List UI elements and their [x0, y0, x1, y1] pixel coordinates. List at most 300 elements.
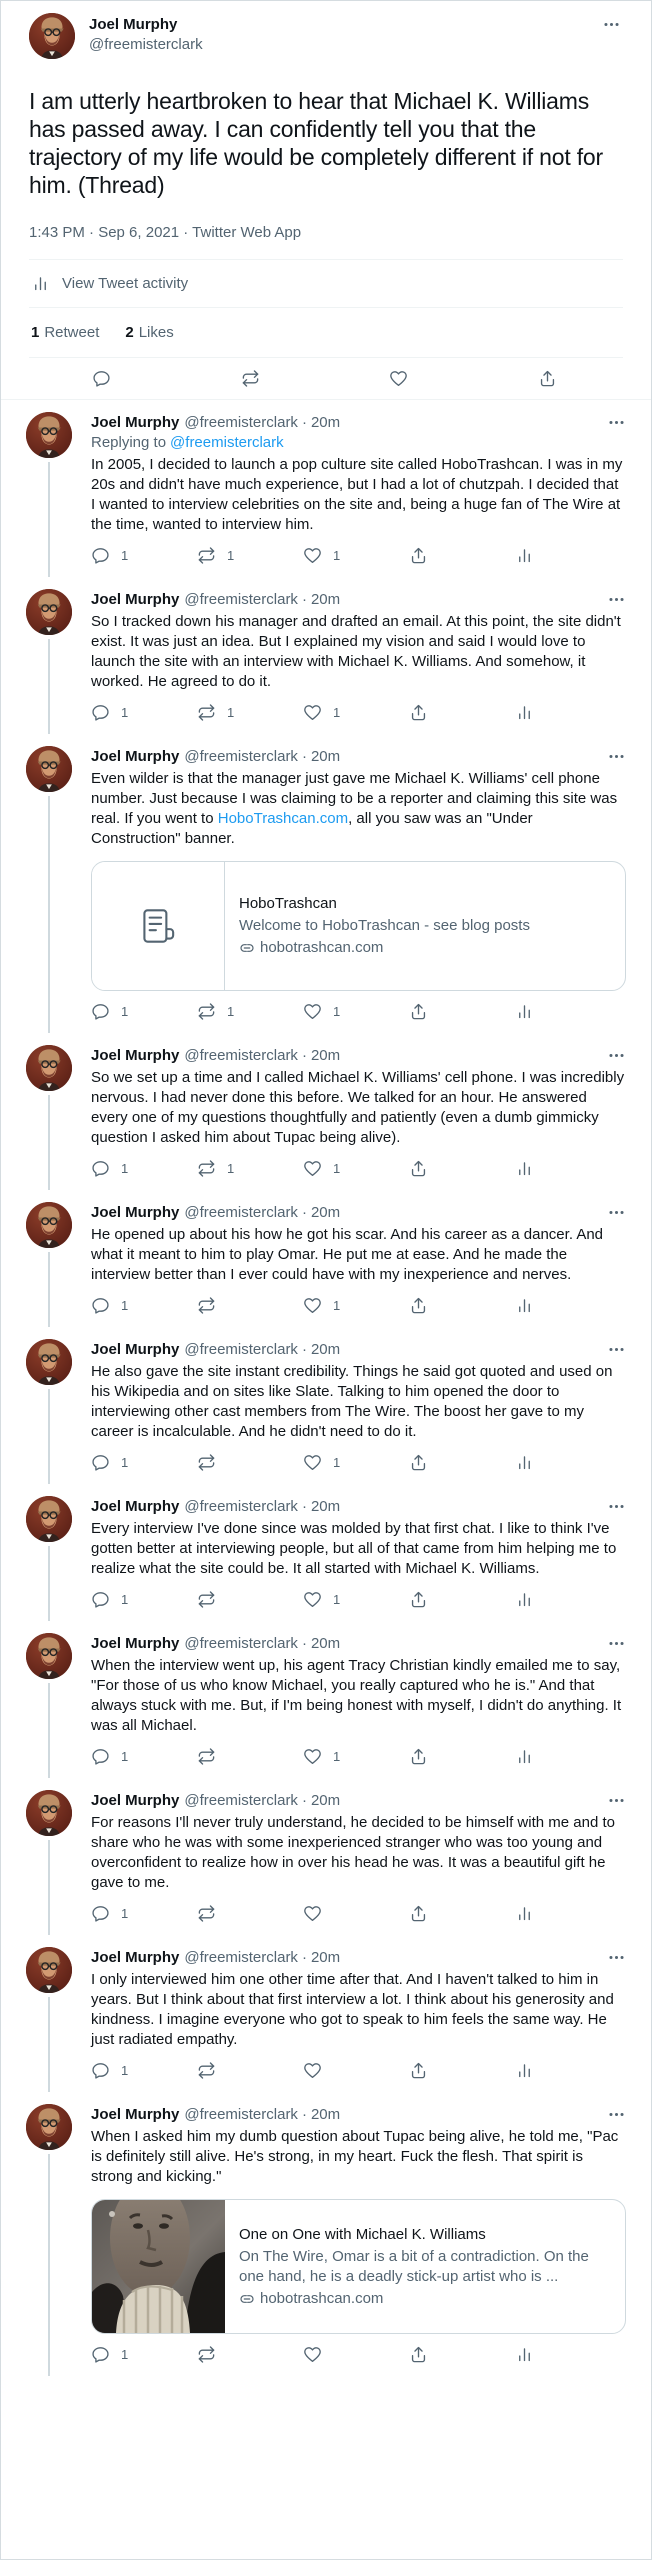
reply-button[interactable] [91, 1002, 197, 1021]
tweet-stats [29, 308, 623, 357]
retweet-button[interactable] [241, 369, 263, 388]
reply-tweet [1, 1033, 651, 1190]
cartoon-man-avatar-illustration [26, 589, 72, 635]
author-avatar[interactable] [26, 1202, 72, 1248]
main-tweet [1, 1, 651, 399]
share-button[interactable] [409, 1747, 515, 1766]
like-button[interactable] [303, 1904, 409, 1923]
reply-action-bar [91, 2061, 626, 2092]
tweet-age: 20m [310, 2106, 341, 2123]
tweet-text [91, 612, 626, 692]
share-icon [409, 1904, 428, 1923]
analytics-button[interactable] [515, 546, 534, 565]
retweet-button[interactable] [197, 1904, 303, 1923]
share-button[interactable] [409, 1904, 515, 1923]
share-button[interactable] [409, 2345, 515, 2364]
tweet-text [91, 1362, 626, 1442]
like-stat[interactable] [125, 324, 173, 341]
reply-header [91, 1340, 626, 1360]
reply-tweet [1, 1935, 651, 2092]
like-count: 2 [125, 324, 134, 341]
heart-icon [303, 2061, 322, 2080]
link-card[interactable] [91, 2199, 626, 2334]
separator-dot: · [301, 1341, 307, 1358]
cartoon-man-avatar-illustration [26, 1947, 72, 1993]
share-icon [409, 1159, 428, 1178]
reply-body [91, 1202, 626, 1327]
author-handle: @freemisterclark [184, 1498, 298, 1515]
replying-to-handle[interactable]: @freemisterclark [170, 434, 284, 451]
more-dots-icon[interactable] [607, 413, 626, 432]
tweet-age: 20m [310, 414, 341, 431]
reply-tweet [1, 1484, 651, 1621]
reply-count: 1 [121, 1591, 129, 1607]
tweet-text-segment: For reasons I'll never truly understand, he decided to be himself with me and to share who he was with some inexperienced stranger who was too young and overconfident to realize how in over his head he was. It was a beautiful gift he gave to me. [91, 1814, 615, 1891]
more-dots-icon[interactable] [607, 1340, 626, 1359]
analytics-button[interactable] [515, 1002, 534, 1021]
bar-chart-icon [515, 1453, 534, 1472]
tweet-text-segment: Even wilder is that the manager just gave me Michael K. Williams' cell phone number. Just because I was claiming to be a reporter and claiming this site was real. If you went to [91, 770, 618, 827]
reply-tweet [1, 1327, 651, 1484]
retweet-icon [197, 2345, 216, 2364]
tweet-text [91, 1656, 626, 1736]
retweet-icon [197, 1159, 216, 1178]
author-name[interactable]: Joel Murphy [91, 1949, 180, 1966]
avatar-rail [26, 2104, 91, 2376]
tweet-text [91, 2127, 626, 2187]
reply-bubble-icon [91, 1296, 110, 1315]
author-avatar[interactable] [26, 1633, 72, 1679]
like-count: 1 [333, 1591, 341, 1607]
reply-count: 1 [121, 1454, 129, 1470]
reply-body [91, 589, 626, 734]
like-count: 1 [333, 1297, 341, 1313]
author-name[interactable]: Joel Murphy [91, 414, 180, 431]
author-avatar[interactable] [26, 746, 72, 792]
reply-tweet [1, 734, 651, 1033]
card-url [239, 938, 611, 958]
more-dots-icon[interactable] [607, 1203, 626, 1222]
chain-link-icon [239, 940, 255, 956]
reply-action-bar [91, 1747, 626, 1778]
avatar-rail [26, 1633, 91, 1778]
retweet-count: 1 [227, 704, 235, 720]
main-tweet-action-bar [29, 358, 623, 399]
reply-bubble-icon [91, 1002, 110, 1021]
share-icon [409, 1296, 428, 1315]
bar-chart-icon [31, 274, 50, 293]
card-thumbnail [92, 2200, 225, 2333]
avatar-rail [26, 1045, 91, 1190]
michael-k-williams-bw-photo [92, 2200, 225, 2333]
separator-dot: · [301, 414, 307, 431]
author-name[interactable]: Joel Murphy [91, 1341, 180, 1358]
card-url [239, 2289, 611, 2309]
retweet-stat[interactable] [31, 324, 99, 341]
author-name[interactable]: Joel Murphy [91, 1635, 180, 1652]
share-button[interactable] [409, 703, 515, 722]
heart-icon [303, 703, 322, 722]
retweet-button[interactable] [197, 1159, 303, 1178]
author-avatar[interactable] [26, 412, 72, 458]
inline-link[interactable]: HoboTrashcan.com [217, 810, 349, 827]
like-count: 1 [333, 1003, 341, 1019]
thread-connector-line [48, 1546, 50, 1621]
author-names [89, 13, 600, 55]
author-handle: @freemisterclark [184, 2106, 298, 2123]
like-button[interactable] [389, 369, 411, 388]
thread-connector-line [48, 1840, 50, 1935]
separator-dot: · [301, 1498, 307, 1515]
reply-button[interactable] [92, 369, 114, 388]
retweet-button[interactable] [197, 703, 303, 722]
heart-icon [303, 1159, 322, 1178]
tweet-text [91, 1225, 626, 1285]
heart-icon [303, 546, 322, 565]
author-avatar[interactable] [26, 1339, 72, 1385]
retweet-button[interactable] [197, 2061, 303, 2080]
tweet-text-segment: , all you saw was an "Under Construction" banner. [91, 810, 533, 847]
retweet-icon [197, 1453, 216, 1472]
reply-tweet [1, 1778, 651, 1935]
like-button[interactable] [303, 1296, 409, 1315]
separator-dot: · [301, 1792, 307, 1809]
document-icon [135, 903, 181, 949]
retweet-icon [197, 1747, 216, 1766]
share-button[interactable] [409, 546, 515, 565]
card-text [225, 2200, 625, 2333]
author-handle: @freemisterclark [184, 1047, 298, 1064]
reply-header [91, 1046, 626, 1066]
analytics-button[interactable] [515, 1159, 534, 1178]
analytics-button[interactable] [515, 1747, 534, 1766]
cartoon-man-avatar-illustration [26, 746, 72, 792]
retweet-count: 1 [227, 547, 235, 563]
reply-action-bar [91, 703, 626, 734]
tweet-text-segment: So I tracked down his manager and drafted an email. At this point, the site didn't exist. It was just an idea. But I explained my vision and said I would love to launch the site with an interview with Michael K. Williams. And somehow, it worked. He agreed to do it. [91, 613, 621, 690]
tweet-text [91, 1068, 626, 1148]
reply-count: 1 [121, 1297, 129, 1313]
analytics-button[interactable] [515, 1904, 534, 1923]
reply-bubble-icon [91, 1747, 110, 1766]
heart-icon [303, 1453, 322, 1472]
more-dots-icon[interactable] [607, 2105, 626, 2124]
reply-header [91, 1634, 626, 1654]
reply-action-bar [91, 1159, 626, 1190]
reply-tweet [1, 400, 651, 577]
reply-bubble-icon [91, 2345, 110, 2364]
like-button[interactable] [303, 703, 409, 722]
retweet-icon [197, 1002, 216, 1021]
more-dots-icon[interactable] [600, 13, 623, 36]
author-name[interactable]: Joel Murphy [91, 1498, 180, 1515]
card-url-text: hobotrashcan.com [260, 2289, 384, 2307]
tweet-age: 20m [310, 1204, 341, 1221]
reply-body [91, 746, 626, 1033]
more-dots-icon[interactable] [607, 1948, 626, 1967]
cartoon-man-avatar-illustration [26, 2104, 72, 2150]
reply-thread [1, 400, 651, 2376]
reply-body [91, 1045, 626, 1190]
share-button[interactable] [409, 1296, 515, 1315]
bar-chart-icon [515, 1002, 534, 1021]
reply-button[interactable] [91, 703, 197, 722]
card-url-text: hobotrashcan.com [260, 939, 384, 956]
more-dots-icon[interactable] [607, 1634, 626, 1653]
cartoon-man-avatar-illustration [26, 1633, 72, 1679]
retweet-icon [197, 2061, 216, 2080]
more-dots-icon[interactable] [607, 590, 626, 609]
reply-bubble-icon [91, 703, 110, 722]
reply-button[interactable] [91, 1904, 197, 1923]
reply-bubble-icon [91, 1159, 110, 1178]
share-icon [409, 2345, 428, 2364]
reply-button[interactable] [91, 1453, 197, 1472]
author-avatar[interactable] [26, 1045, 72, 1091]
reply-count: 1 [121, 2346, 129, 2362]
chain-link-icon [239, 2291, 255, 2307]
author-handle: @freemisterclark [184, 1341, 298, 1358]
thread-connector-line [48, 639, 50, 734]
share-button[interactable] [409, 2061, 515, 2080]
link-card[interactable] [91, 861, 626, 991]
author-name[interactable]: Joel Murphy [91, 748, 180, 765]
retweet-button[interactable] [197, 2345, 303, 2364]
more-dots-icon[interactable] [607, 1497, 626, 1516]
reply-body [91, 2104, 626, 2376]
like-button[interactable] [303, 1747, 409, 1766]
reply-count: 1 [121, 704, 129, 720]
like-button[interactable] [303, 2345, 409, 2364]
card-text [225, 862, 625, 990]
tweet-timestamp: 1:43 PM · Sep 6, 2021 · Twitter Web App [29, 224, 302, 241]
author-avatar[interactable] [26, 1947, 72, 1993]
share-icon [409, 1453, 428, 1472]
retweet-button[interactable] [197, 1002, 303, 1021]
tweet-text [91, 455, 626, 535]
reply-count: 1 [121, 547, 129, 563]
tweet-text-segment: So we set up a time and I called Michael K. Williams' cell phone. I was incredibly nervous. I had never done this before. We talked for an hour. He answered every one of my questions thoughtfully and patiently (even a dumb gimmicky question I asked him about Tupac being alive). [91, 1069, 625, 1146]
retweet-icon [197, 703, 216, 722]
tweet-age: 20m [310, 1792, 341, 1809]
tweet-text-segment: He also gave the site instant credibility. Things he said got quoted and used on his Wikipedia and on sites like Slate. Talking to him opened the door to interviewing other cast members from The Wire. The boost her gave to my career is incalculable. And he didn't need to do it. [91, 1363, 613, 1440]
reply-count: 1 [121, 2062, 129, 2078]
like-count: 1 [333, 1454, 341, 1470]
analytics-button[interactable] [515, 2345, 534, 2364]
share-button[interactable] [538, 369, 560, 388]
tweet-age: 20m [310, 748, 341, 765]
cartoon-man-avatar-illustration [26, 1496, 72, 1542]
bar-chart-icon [515, 703, 534, 722]
retweet-count: 1 [227, 1003, 235, 1019]
thread-connector-line [48, 796, 50, 1033]
bar-chart-icon [515, 546, 534, 565]
like-button[interactable] [303, 1002, 409, 1021]
author-avatar[interactable] [26, 2104, 72, 2150]
retweet-icon [197, 546, 216, 565]
reply-body [91, 1947, 626, 2092]
reply-tweet [1, 1621, 651, 1778]
tweet-text-segment: When I asked him my dumb question about Tupac being alive, he told me, "Pac is definitely still alive. He's strong, in my heart. Fuck the flesh. That spirit is strong and kicking." [91, 2128, 619, 2185]
heart-icon [303, 1904, 322, 1923]
cartoon-man-avatar-illustration [26, 1790, 72, 1836]
share-button[interactable] [409, 1002, 515, 1021]
like-button[interactable] [303, 1453, 409, 1472]
cartoon-man-avatar-illustration [26, 1339, 72, 1385]
author-avatar[interactable] [29, 13, 75, 59]
reply-body [91, 1339, 626, 1484]
bar-chart-icon [515, 1159, 534, 1178]
share-icon [409, 1747, 428, 1766]
share-button[interactable] [409, 1590, 515, 1609]
like-label: Likes [138, 324, 174, 341]
reply-action-bar [91, 2345, 626, 2376]
bar-chart-icon [515, 1296, 534, 1315]
reply-button[interactable] [91, 1747, 197, 1766]
analytics-button[interactable] [515, 1590, 534, 1609]
tweet-age: 20m [310, 1635, 341, 1652]
share-button[interactable] [409, 1453, 515, 1472]
reply-header [91, 747, 626, 767]
retweet-icon [197, 1590, 216, 1609]
retweet-button[interactable] [197, 1296, 303, 1315]
author-handle: @freemisterclark [89, 36, 203, 53]
author-handle: @freemisterclark [184, 414, 298, 431]
reply-action-bar [91, 1904, 626, 1935]
retweet-button[interactable] [197, 546, 303, 565]
like-button[interactable] [303, 546, 409, 565]
cartoon-man-avatar-illustration [26, 1202, 72, 1248]
analytics-button[interactable] [515, 2061, 534, 2080]
cartoon-man-avatar-illustration [29, 13, 75, 59]
avatar-rail [26, 746, 91, 1033]
bar-chart-icon [515, 1904, 534, 1923]
retweet-button[interactable] [197, 1590, 303, 1609]
author-name[interactable]: Joel Murphy [91, 1047, 180, 1064]
author-name[interactable]: Joel Murphy [89, 16, 178, 33]
author-avatar[interactable] [26, 1790, 72, 1836]
separator-dot: · [301, 2106, 307, 2123]
avatar-rail [26, 589, 91, 734]
more-dots-icon[interactable] [607, 1046, 626, 1065]
share-icon [409, 546, 428, 565]
tweet-age: 20m [310, 1498, 341, 1515]
share-icon [409, 703, 428, 722]
separator-dot: · [301, 591, 307, 608]
thread-connector-line [48, 1095, 50, 1190]
reply-header [91, 1791, 626, 1811]
more-dots-icon[interactable] [607, 747, 626, 766]
tweet-text [91, 1970, 626, 2050]
card-title: One on One with Michael K. Williams [239, 2225, 486, 2243]
avatar-rail [26, 1339, 91, 1484]
card-description: Welcome to HoboTrashcan - see blog posts [239, 917, 530, 934]
share-icon [409, 1590, 428, 1609]
reply-header [91, 413, 626, 433]
like-count: 1 [333, 1160, 341, 1176]
like-count: 1 [333, 704, 341, 720]
analytics-button[interactable] [515, 1453, 534, 1472]
retweet-count: 1 [227, 1160, 235, 1176]
reply-action-bar [91, 1296, 626, 1327]
retweet-button[interactable] [197, 1747, 303, 1766]
author-name[interactable]: Joel Murphy [91, 1204, 180, 1221]
author-avatar[interactable] [26, 1496, 72, 1542]
retweet-icon [197, 1296, 216, 1315]
analytics-button[interactable] [515, 1296, 534, 1315]
cartoon-man-avatar-illustration [26, 412, 72, 458]
reply-button[interactable] [91, 546, 197, 565]
tweet-text: I am utterly heartbroken to hear that Michael K. Williams has passed away. I can confidently tell you that the trajectory of my life would be completely different if not for him. (Thread) [29, 88, 603, 198]
reply-header [91, 2105, 626, 2125]
like-button[interactable] [303, 1590, 409, 1609]
tweet-text-segment: In 2005, I decided to launch a pop culture site called HoboTrashcan. I was in my 20s and didn't have much experience, but I had a lot of chutzpah. I decided that I wanted to interview celebrities on the site and, being a huge fan of The Wire at the time, wanted to interview him. [91, 456, 623, 533]
reply-button[interactable] [91, 1159, 197, 1178]
heart-icon [303, 1590, 322, 1609]
separator-dot: · [301, 1635, 307, 1652]
reply-bubble-icon [91, 1904, 110, 1923]
retweet-button[interactable] [197, 1453, 303, 1472]
tweet-text [91, 1519, 626, 1579]
reply-action-bar [91, 1590, 626, 1621]
reply-bubble-icon [91, 546, 110, 565]
reply-bubble-icon [91, 1453, 110, 1472]
reply-button[interactable] [91, 2345, 197, 2364]
like-button[interactable] [303, 2061, 409, 2080]
reply-button[interactable] [91, 2061, 197, 2080]
avatar-rail [26, 1202, 91, 1327]
tweet-age: 20m [310, 1949, 341, 1966]
reply-action-bar [91, 1453, 626, 1484]
thread-connector-line [48, 1683, 50, 1778]
avatar-rail [26, 412, 91, 577]
share-icon [409, 1002, 428, 1021]
reply-header [91, 1497, 626, 1517]
author-name[interactable]: Joel Murphy [91, 2106, 180, 2123]
reply-count: 1 [121, 1748, 129, 1764]
retweet-count: 1 [31, 324, 40, 341]
author-name[interactable]: Joel Murphy [91, 591, 180, 608]
reply-count: 1 [121, 1160, 129, 1176]
analytics-button[interactable] [515, 703, 534, 722]
reply-header [91, 1203, 626, 1223]
reply-button[interactable] [91, 1296, 197, 1315]
reply-body [91, 412, 626, 577]
reply-count: 1 [121, 1905, 129, 1921]
separator-dot: · [301, 1949, 307, 1966]
share-button[interactable] [409, 1159, 515, 1178]
reply-tweet [1, 1190, 651, 1327]
more-dots-icon[interactable] [607, 1791, 626, 1810]
tweet-age: 20m [310, 1047, 341, 1064]
author-handle: @freemisterclark [184, 1792, 298, 1809]
replying-to-prefix: Replying to [91, 434, 167, 451]
separator-dot: · [301, 1047, 307, 1064]
card-title: HoboTrashcan [239, 895, 337, 912]
reply-tweet [1, 2092, 651, 2376]
thread-connector-line [48, 1389, 50, 1484]
author-handle: @freemisterclark [184, 1204, 298, 1221]
heart-icon [303, 1296, 322, 1315]
bar-chart-icon [515, 1590, 534, 1609]
author-handle: @freemisterclark [184, 591, 298, 608]
author-avatar[interactable] [26, 589, 72, 635]
view-tweet-activity-link[interactable] [29, 260, 623, 307]
reply-button[interactable] [91, 1590, 197, 1609]
author-name[interactable]: Joel Murphy [91, 1792, 180, 1809]
share-icon [409, 2061, 428, 2080]
like-button[interactable] [303, 1159, 409, 1178]
